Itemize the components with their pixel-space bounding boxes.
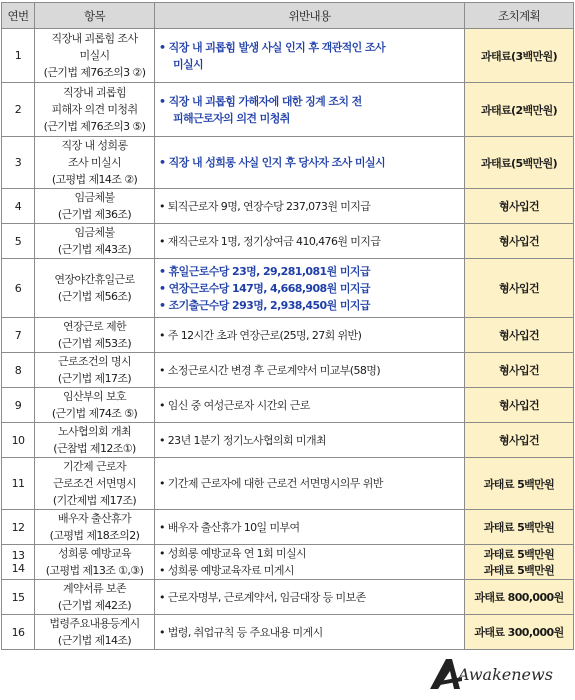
action-cell: 형사입건 — [465, 423, 574, 458]
row-number: 11 — [2, 458, 35, 510]
row-number: 5 — [2, 224, 35, 259]
row-number: 16 — [2, 615, 35, 650]
item-cell — [35, 510, 155, 545]
violation-line: • 주 12시간 초과 연장근로(25명, 27회 위반) — [159, 328, 362, 342]
item-cell — [35, 458, 155, 510]
table-row — [2, 458, 574, 510]
row-number: 6 — [2, 259, 35, 318]
item-line: 성희롱 예방교육 — [57, 547, 132, 560]
item-line: (근기법 제76조의3 ②) — [43, 66, 146, 79]
violation-cell — [155, 388, 465, 423]
table-row — [2, 545, 574, 580]
item-cell — [35, 29, 155, 83]
row-number: 15 — [2, 580, 35, 615]
item-line: 배우자 출산휴가 — [57, 512, 132, 525]
item-cell — [35, 388, 155, 423]
action-cell: 과태료 300,000원 — [465, 615, 574, 650]
action-cell: 과태료 5백만원 과태료 5백만원 — [465, 545, 574, 580]
table-row — [2, 318, 574, 353]
row-number: 9 — [2, 388, 35, 423]
row-number: 4 — [2, 189, 35, 224]
violation-line: • 휴일근로수당 23명, 29,281,081원 미지급 — [159, 264, 370, 278]
action-cell: 과태료 5백만원 — [465, 510, 574, 545]
watermark-text: Awakenews — [458, 665, 553, 684]
violation-cell — [155, 580, 465, 615]
violation-line: • 법령, 취업규칙 등 주요내용 미게시 — [159, 625, 323, 639]
item-line: 임산부의 보호 — [62, 390, 127, 403]
violation-line: • 임신 중 여성근로자 시간외 근로 — [159, 398, 310, 412]
item-cell — [35, 353, 155, 388]
violation-cell — [155, 259, 465, 318]
item-line: 미실시 — [79, 49, 110, 62]
item-line: 연장야간휴일근로 — [54, 273, 135, 286]
violation-line: • 직장 내 성희롱 사실 인지 후 당사자 조사 미실시 — [159, 156, 385, 169]
item-line: (고평법 제18조의2) — [49, 529, 140, 542]
row-number: 8 — [2, 353, 35, 388]
action-cell: 형사입건 — [465, 318, 574, 353]
header-item: 항목 — [35, 3, 155, 29]
violation-line: • 퇴직근로자 9명, 연장수당 237,073원 미지급 — [159, 199, 371, 213]
table-row — [2, 83, 574, 137]
table-row — [2, 259, 574, 318]
table-row — [2, 580, 574, 615]
table-row — [2, 137, 574, 189]
item-line: (근기법 제14조) — [57, 634, 132, 647]
item-line: 직장내 괴롭힘 — [62, 86, 127, 99]
item-line: 노사협의회 개최 — [57, 425, 132, 438]
item-line: (근참법 제12조①) — [53, 442, 136, 455]
row-number: 10 — [2, 423, 35, 458]
action-cell: 과태료 5백만원 — [465, 458, 574, 510]
violation-line: 미실시 — [173, 57, 204, 71]
item-cell — [35, 189, 155, 224]
violation-line: • 배우자 출산휴가 10일 미부여 — [159, 520, 300, 534]
violation-cell — [155, 189, 465, 224]
table-row — [2, 224, 574, 259]
item-line: (근기법 제56조) — [57, 290, 132, 303]
item-line: (근기법 제76조의3 ⑤) — [43, 120, 146, 133]
action-cell: 과태료(3백만원) — [465, 29, 574, 83]
table-row — [2, 388, 574, 423]
violation-cell — [155, 83, 465, 137]
item-cell — [35, 259, 155, 318]
item-line: 근로조건의 명시 — [57, 355, 132, 368]
item-line: (근기법 제17조) — [57, 372, 132, 385]
item-line: (기간제법 제17조) — [52, 494, 137, 507]
table-body — [2, 29, 574, 650]
violation-cell — [155, 29, 465, 83]
item-cell — [35, 545, 155, 580]
item-line: 조사 미실시 — [67, 156, 122, 169]
item-line: 직장내 괴롭힘 조사 — [51, 32, 138, 45]
item-line: 근로조건 서면명시 — [52, 477, 137, 490]
table-row — [2, 615, 574, 650]
action-cell: 과태료 800,000원 — [465, 580, 574, 615]
violation-line: • 근로자명부, 근로계약서, 임금대장 등 미보존 — [159, 590, 366, 604]
header-no: 연번 — [2, 3, 35, 29]
item-cell — [35, 318, 155, 353]
item-line: (근기법 제53조) — [57, 337, 132, 350]
action-cell: 과태료(5백만원) — [465, 137, 574, 189]
item-line: (근기법 제42조) — [57, 599, 132, 612]
item-line: (고평법 제13조 ①,③) — [45, 564, 144, 577]
violation-cell — [155, 224, 465, 259]
item-line: (고평법 제14조 ②) — [51, 173, 138, 186]
action-cell: 형사입건 — [465, 353, 574, 388]
violation-cell — [155, 458, 465, 510]
table-row — [2, 353, 574, 388]
violation-line: • 직장 내 괴롭힘 가해자에 대한 징계 조치 전 — [159, 94, 362, 108]
item-line: 계약서류 보존 — [62, 582, 127, 595]
row-number: 12 — [2, 510, 35, 545]
header-action: 조치계획 — [465, 3, 574, 29]
item-line: 직장 내 성희롱 — [61, 139, 128, 152]
item-line: (근기법 제36조) — [57, 208, 132, 221]
item-cell — [35, 224, 155, 259]
item-cell — [35, 423, 155, 458]
row-number: 13 14 — [2, 545, 35, 580]
violation-line: • 성희롱 예방교육자료 미게시 — [159, 564, 294, 577]
item-cell — [35, 137, 155, 189]
table-row — [2, 510, 574, 545]
row-number: 2 — [2, 83, 35, 137]
item-line: (근기법 제74조 ⑤) — [51, 407, 138, 420]
row-number: 3 — [2, 137, 35, 189]
item-cell — [35, 580, 155, 615]
violation-line: • 재직근로자 1명, 정기상여금 410,476원 미지급 — [159, 234, 381, 248]
violation-line: • 직장 내 괴롭힘 발생 사실 인지 후 객관적인 조사 — [159, 40, 385, 54]
violations-table — [1, 2, 574, 650]
item-line: 임금체불 — [74, 191, 115, 204]
violation-line: • 소정근로시간 변경 후 근로계약서 미교부(58명) — [159, 363, 381, 377]
watermark-logo — [426, 655, 566, 691]
table-row — [2, 423, 574, 458]
violation-line: • 23년 1분기 정기노사협의회 미개최 — [159, 433, 327, 447]
item-line: 피해자 의견 미청취 — [51, 103, 138, 116]
row-number: 7 — [2, 318, 35, 353]
action-cell: 과태료(2백만원) — [465, 83, 574, 137]
violation-cell — [155, 423, 465, 458]
item-line: 법령주요내용등게시 — [49, 617, 140, 630]
item-line: 연장근로 제한 — [62, 320, 127, 333]
violation-line: • 기간제 근로자에 대한 근로건 서면명시의무 위반 — [159, 477, 383, 490]
violation-cell — [155, 137, 465, 189]
header-row — [2, 3, 574, 29]
action-cell: 형사입건 — [465, 189, 574, 224]
violation-cell — [155, 318, 465, 353]
action-cell: 형사입건 — [465, 224, 574, 259]
item-line: 기간제 근로자 — [62, 460, 127, 473]
item-cell — [35, 615, 155, 650]
violation-line: 피해근로자의 의견 미청취 — [173, 111, 290, 125]
item-line: 임금체불 — [74, 226, 115, 239]
violation-line: • 조기출근수당 293명, 2,938,450원 미지급 — [159, 298, 370, 312]
action-cell: 형사입건 — [465, 259, 574, 318]
violation-line: • 성희롱 예방교육 연 1회 미실시 — [159, 547, 307, 560]
violation-cell — [155, 353, 465, 388]
violation-cell — [155, 545, 465, 580]
violation-line: • 연장근로수당 147명, 4,668,908원 미지급 — [159, 281, 370, 295]
table-row — [2, 189, 574, 224]
violation-cell — [155, 615, 465, 650]
violation-cell — [155, 510, 465, 545]
item-cell — [35, 83, 155, 137]
row-number: 1 — [2, 29, 35, 83]
item-line: (근기법 제43조) — [57, 243, 132, 256]
header-violation: 위반내용 — [155, 3, 465, 29]
table-row — [2, 29, 574, 83]
action-cell: 형사입건 — [465, 388, 574, 423]
